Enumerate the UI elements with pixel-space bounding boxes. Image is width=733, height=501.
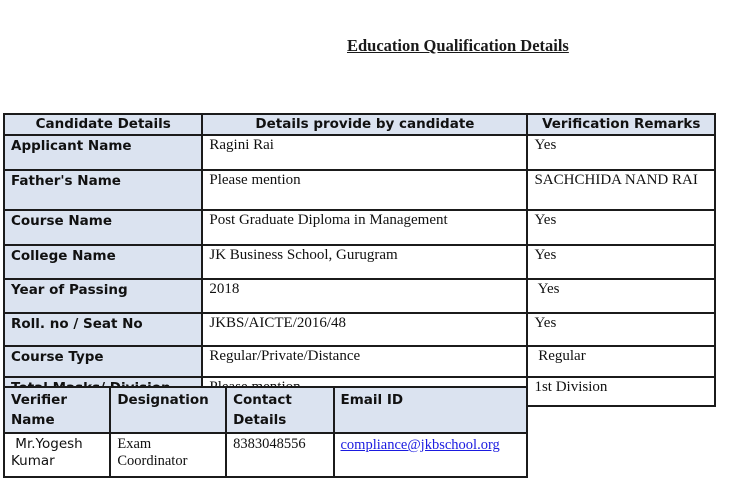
header-details-provided: Details provide by candidate — [202, 114, 527, 135]
header-contact-details: Contact Details — [226, 387, 333, 433]
row-value: Post Graduate Diploma in Management — [202, 210, 527, 245]
verifier-email-cell — [334, 433, 528, 477]
row-value: JKBS/AICTE/2016/48 — [202, 313, 527, 346]
row-label: Course Name — [4, 210, 202, 245]
verifier-table — [3, 386, 528, 478]
row-remark: Regular — [527, 346, 715, 377]
row-remark: Yes — [527, 279, 715, 313]
verifier-name: Mr.Yogesh Kumar — [4, 433, 110, 477]
row-value: Ragini Rai — [202, 135, 527, 170]
page-title: Education Qualification Details — [347, 36, 569, 55]
header-candidate-details: Candidate Details — [4, 114, 202, 135]
table-row — [4, 279, 715, 313]
header-email-id: Email ID — [334, 387, 528, 433]
row-remark: Yes — [527, 210, 715, 245]
row-remark: 1st Division — [527, 377, 715, 406]
table-row — [4, 210, 715, 245]
table-row — [4, 313, 715, 346]
table-row — [4, 135, 715, 170]
row-value: Regular/Private/Distance — [202, 346, 527, 377]
row-label: Course Type — [4, 346, 202, 377]
table-header-row — [4, 114, 715, 135]
row-remark: SACHCHIDA NAND RAI — [527, 170, 715, 210]
table-row — [4, 170, 715, 210]
row-remark: Yes — [527, 135, 715, 170]
row-value: JK Business School, Gurugram — [202, 245, 527, 279]
verifier-designation: Exam Coordinator — [110, 433, 226, 477]
candidate-details-table — [3, 113, 716, 407]
header-verification-remarks: Verification Remarks — [527, 114, 715, 135]
row-label: Year of Passing — [4, 279, 202, 313]
row-remark: Yes — [527, 313, 715, 346]
header-designation: Designation — [110, 387, 226, 433]
row-remark: Yes — [527, 245, 715, 279]
header-verifier-name: Verifier Name — [4, 387, 110, 433]
verifier-email-link[interactable]: compliance@jkbschool.org — [340, 437, 500, 453]
row-label: College Name — [4, 245, 202, 279]
verifier-row — [4, 433, 527, 477]
table-row — [4, 346, 715, 377]
table-row — [4, 245, 715, 279]
verifier-contact: 8383048556 — [226, 433, 333, 477]
verifier-header-row — [4, 387, 527, 433]
row-label: Roll. no / Seat No — [4, 313, 202, 346]
row-label: Father's Name — [4, 170, 202, 210]
row-value: 2018 — [202, 279, 527, 313]
row-value: Please mention — [202, 170, 527, 210]
row-label: Applicant Name — [4, 135, 202, 170]
